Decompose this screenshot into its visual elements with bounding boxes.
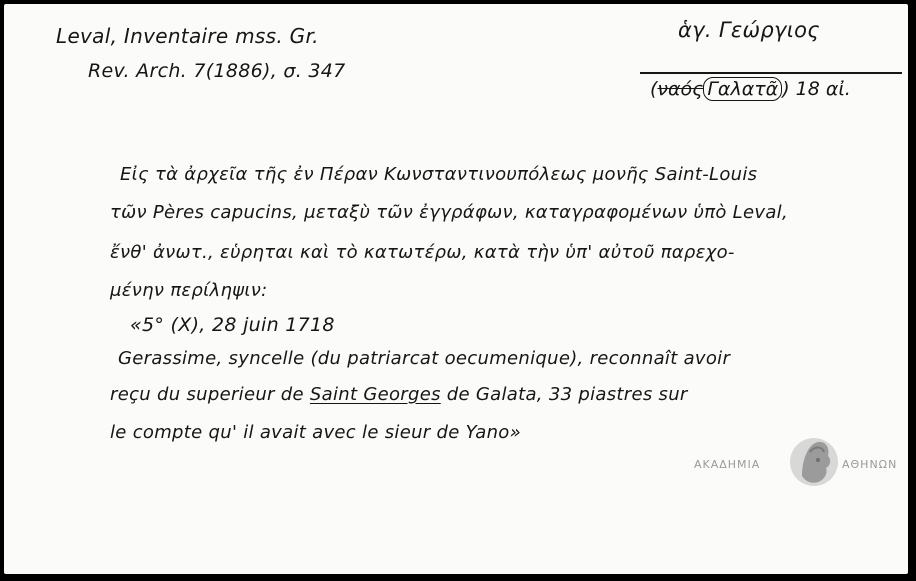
quote-date-line: «5° (X), 28 juin 1718	[130, 314, 335, 336]
underlined-name: Saint Georges	[309, 384, 441, 405]
watermark-left-text: ΑΚΑΔΗΜΙΑ	[694, 458, 761, 471]
card-heading: ἁγ. Γεώργιος	[678, 18, 820, 42]
index-card	[4, 4, 908, 574]
reference-line-1: Leval, Inventaire mss. Gr.	[56, 24, 319, 48]
body-line: Εἰς τὰ ἀρχεῖα τῆς ἐν Πέραν Κωνσταντινουπόλεως μονῆς Saint-Louis	[120, 164, 758, 185]
body-line: ἔνθ' ἀνωτ., εὑρηται καὶ τὸ κατωτέρω, κατὰ τὴν ὑπ' αὐτοῦ παρεχο-	[110, 242, 735, 263]
athena-head-seal-icon	[788, 430, 840, 494]
reference-line-2: Rev. Arch. 7(1886), σ. 347	[88, 60, 346, 82]
academy-watermark	[694, 428, 906, 498]
subheading-struck: ναός	[657, 78, 704, 100]
heading-rule	[640, 72, 902, 74]
subheading-suffix: ) 18 αἰ.	[782, 78, 851, 100]
body-line-part: reçu du superieur de	[110, 384, 304, 405]
body-line-part: de Galata, 33 piastres sur	[446, 384, 688, 405]
subheading-boxed: Γαλατᾶ	[703, 77, 782, 101]
body-line: μένην περίληψιν:	[110, 280, 268, 301]
card-subheading	[650, 78, 851, 100]
body-line: le compte qu' il avait avec le sieur de Yano»	[110, 422, 522, 443]
watermark-right-text: ΑΘΗΝΩΝ	[842, 458, 898, 471]
body-line: τῶν Pères capucins, μεταξὺ τῶν ἐγγράφων, καταγραφομένων ὑπὸ Leval,	[110, 202, 788, 223]
subheading-prefix: (	[650, 78, 658, 100]
body-line	[110, 384, 688, 405]
body-line: Gerassime, syncelle (du patriarcat oecumenique), reconnaît avoir	[118, 348, 731, 369]
